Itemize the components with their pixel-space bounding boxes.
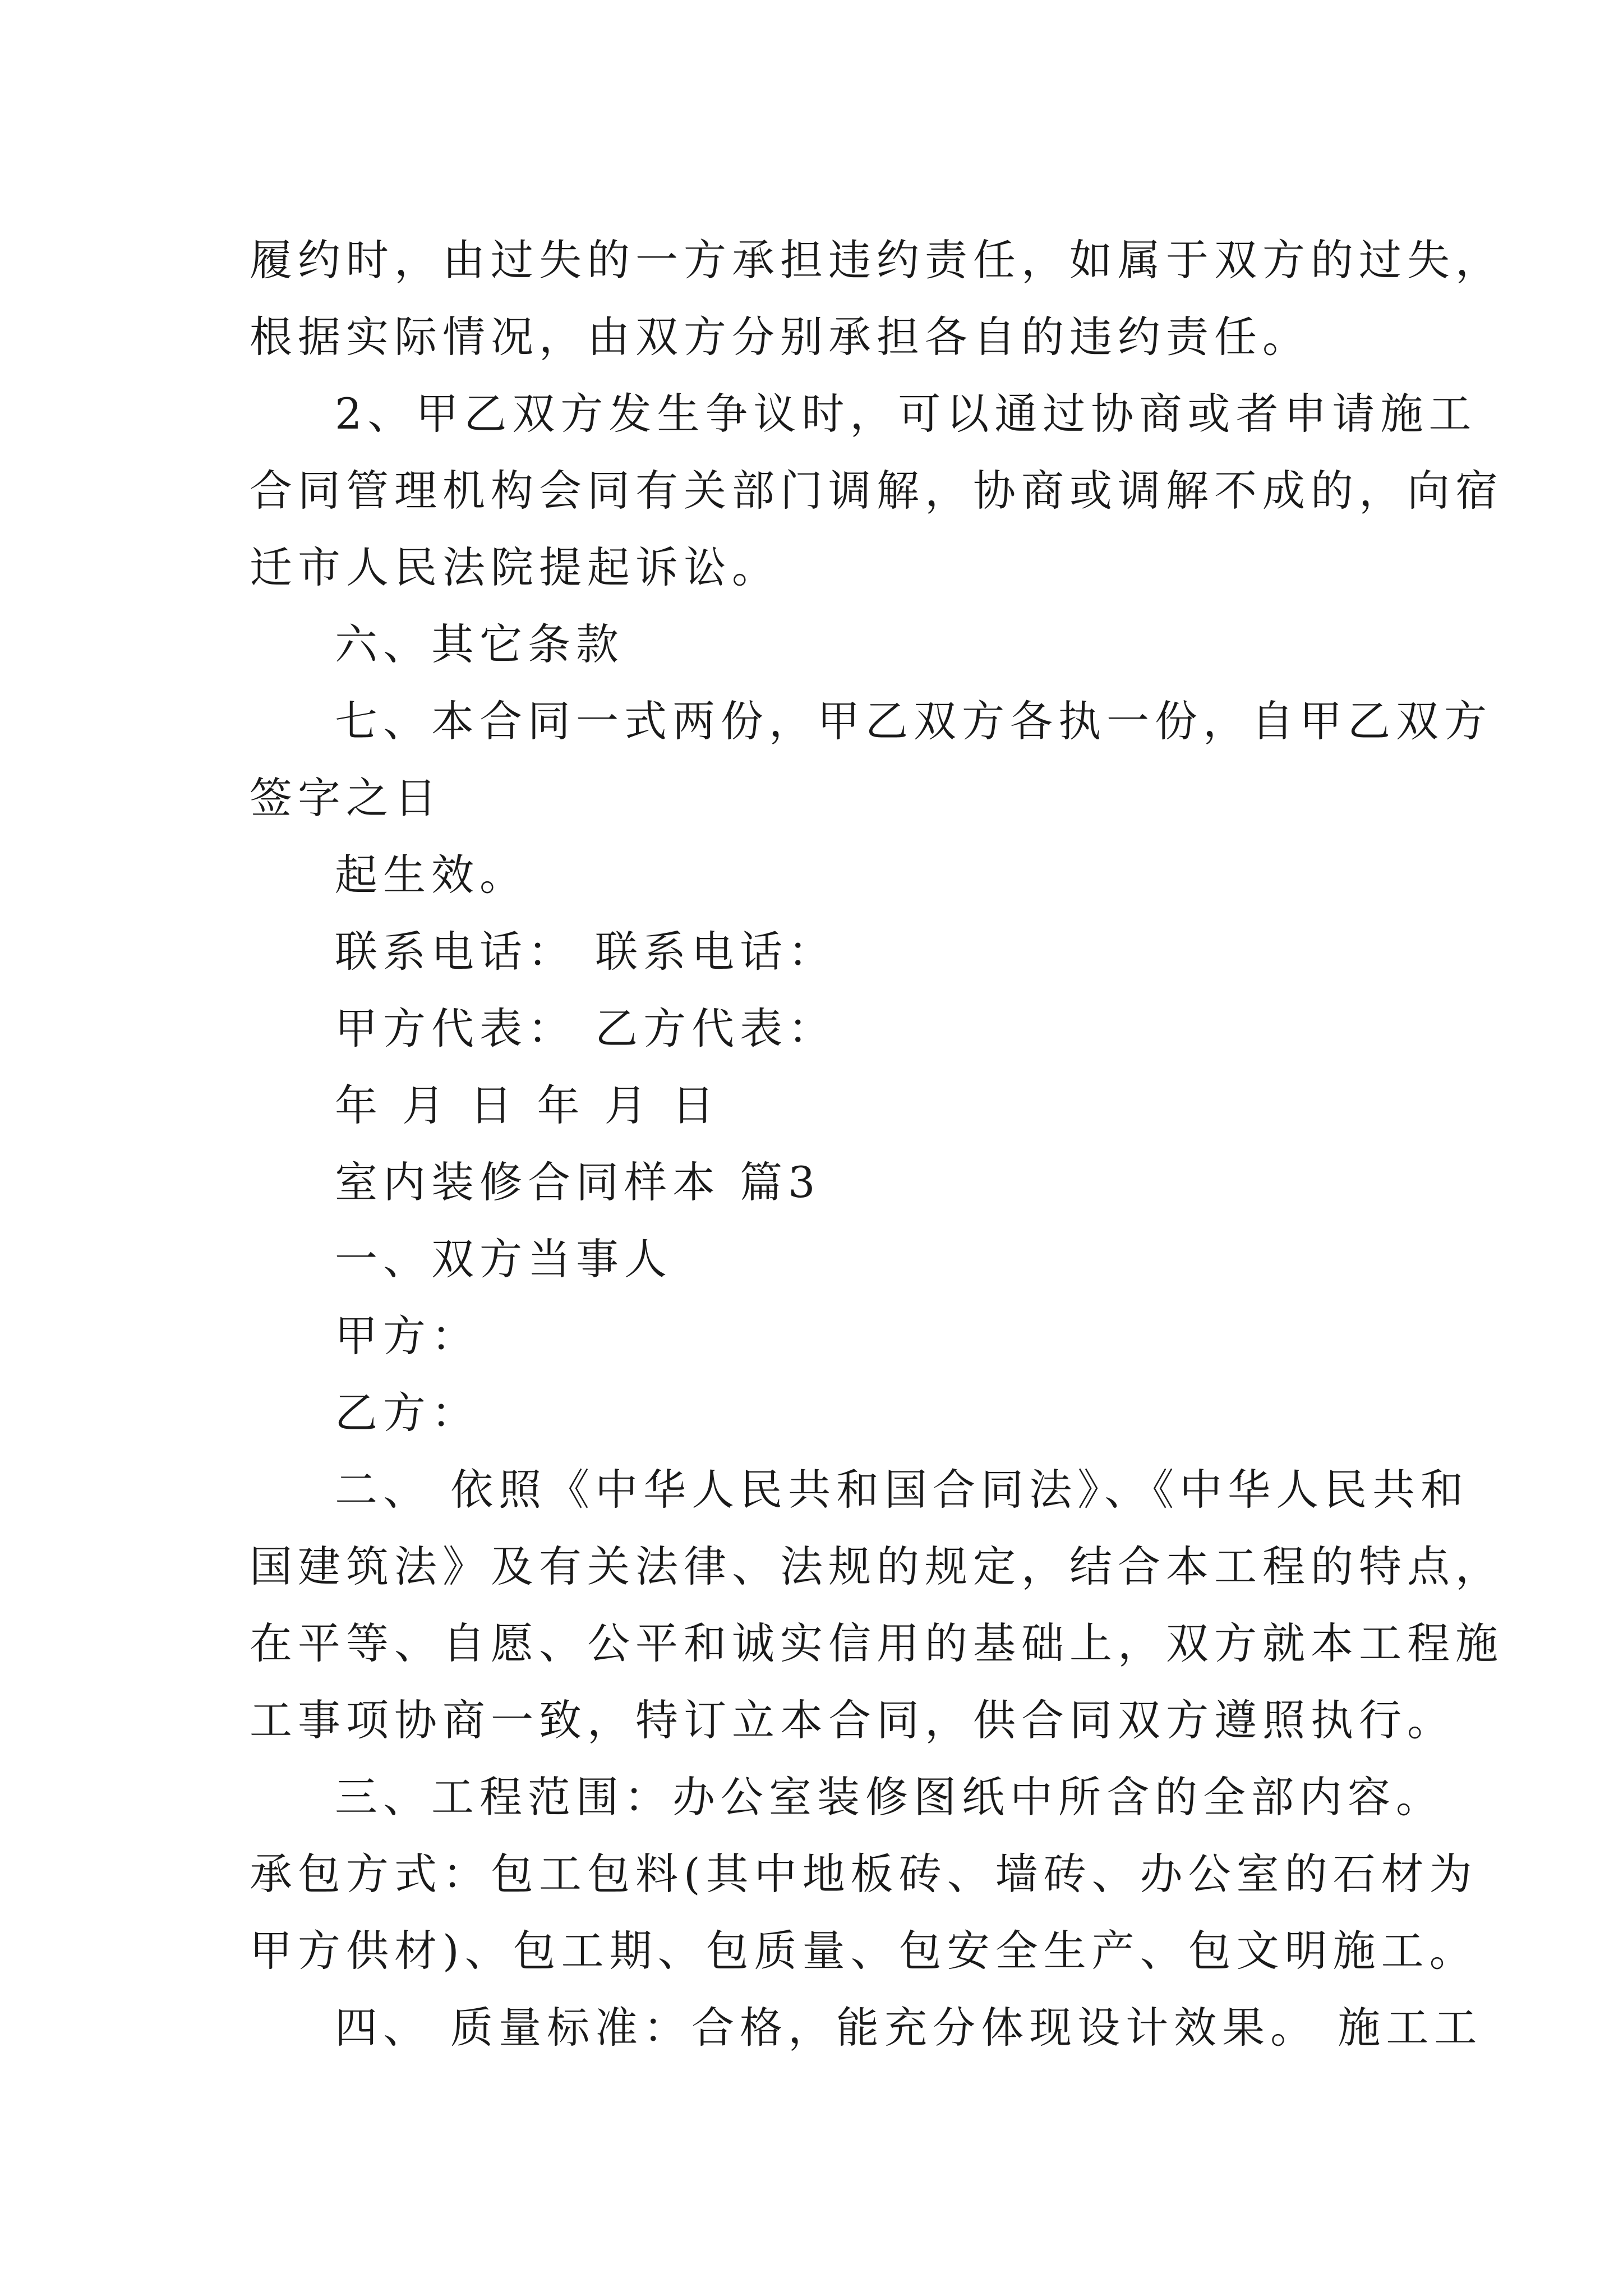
text-line: 迁市人民法院提起诉讼。 <box>250 542 780 592</box>
document-body <box>250 222 1504 2066</box>
text-line: 根据实际情况，由双方分别承担各自的违约责任。 <box>250 312 1311 362</box>
text-line: 二、 依照《中华人民共和国合同法》、《中华人民共和 <box>335 1465 1469 1515</box>
party-a-line: 甲方： <box>335 1311 479 1361</box>
text-line: 履约时，由过失的一方承担违约责任，如属于双方的过失， <box>250 235 1504 285</box>
text-line: 甲方供材)、包工期、包质量、包安全生产、包文明施工。 <box>250 1926 1478 1976</box>
representative-line: 甲方代表： 乙方代表： <box>335 1004 837 1053</box>
party-b-line: 乙方： <box>335 1388 479 1438</box>
section-heading: 六、其它条款 <box>335 619 624 669</box>
text-line: 在平等、自愿、公平和诚实信用的基础上，双方就本工程施 <box>250 1618 1504 1668</box>
text-line: 签字之日 <box>250 773 442 823</box>
date-line: 年 月 日 年 月 日 <box>335 1080 720 1130</box>
text-line: 四、 质量标准：合格，能充分体现设计效果。 施工工 <box>335 2003 1483 2053</box>
document-section-title: 室内装修合同样本 篇3 <box>335 1157 821 1207</box>
text-line: 国建筑法》及有关法律、法规的规定，结合本工程的特点， <box>250 1542 1504 1591</box>
text-line: 工事项协商一致，特订立本合同，供合同双方遵照执行。 <box>250 1695 1455 1745</box>
text-line: 起生效。 <box>335 850 528 900</box>
contact-phone-line: 联系电话： 联系电话： <box>335 927 837 977</box>
text-line: 三、工程范围：办公室装修图纸中所含的全部内容。 <box>335 1772 1444 1822</box>
text-line: 2、甲乙双方发生争议时，可以通过协商或者申请施工 <box>335 389 1477 439</box>
text-line: 七、本合同一式两份，甲乙双方各执一份，自甲乙双方 <box>335 696 1492 746</box>
section-heading: 一、双方当事人 <box>335 1234 672 1284</box>
text-line: 合同管理机构会同有关部门调解，协商或调解不成的，向宿 <box>250 466 1504 516</box>
text-line: 承包方式：包工包料(其中地板砖、墙砖、办公室的石材为 <box>250 1849 1478 1899</box>
